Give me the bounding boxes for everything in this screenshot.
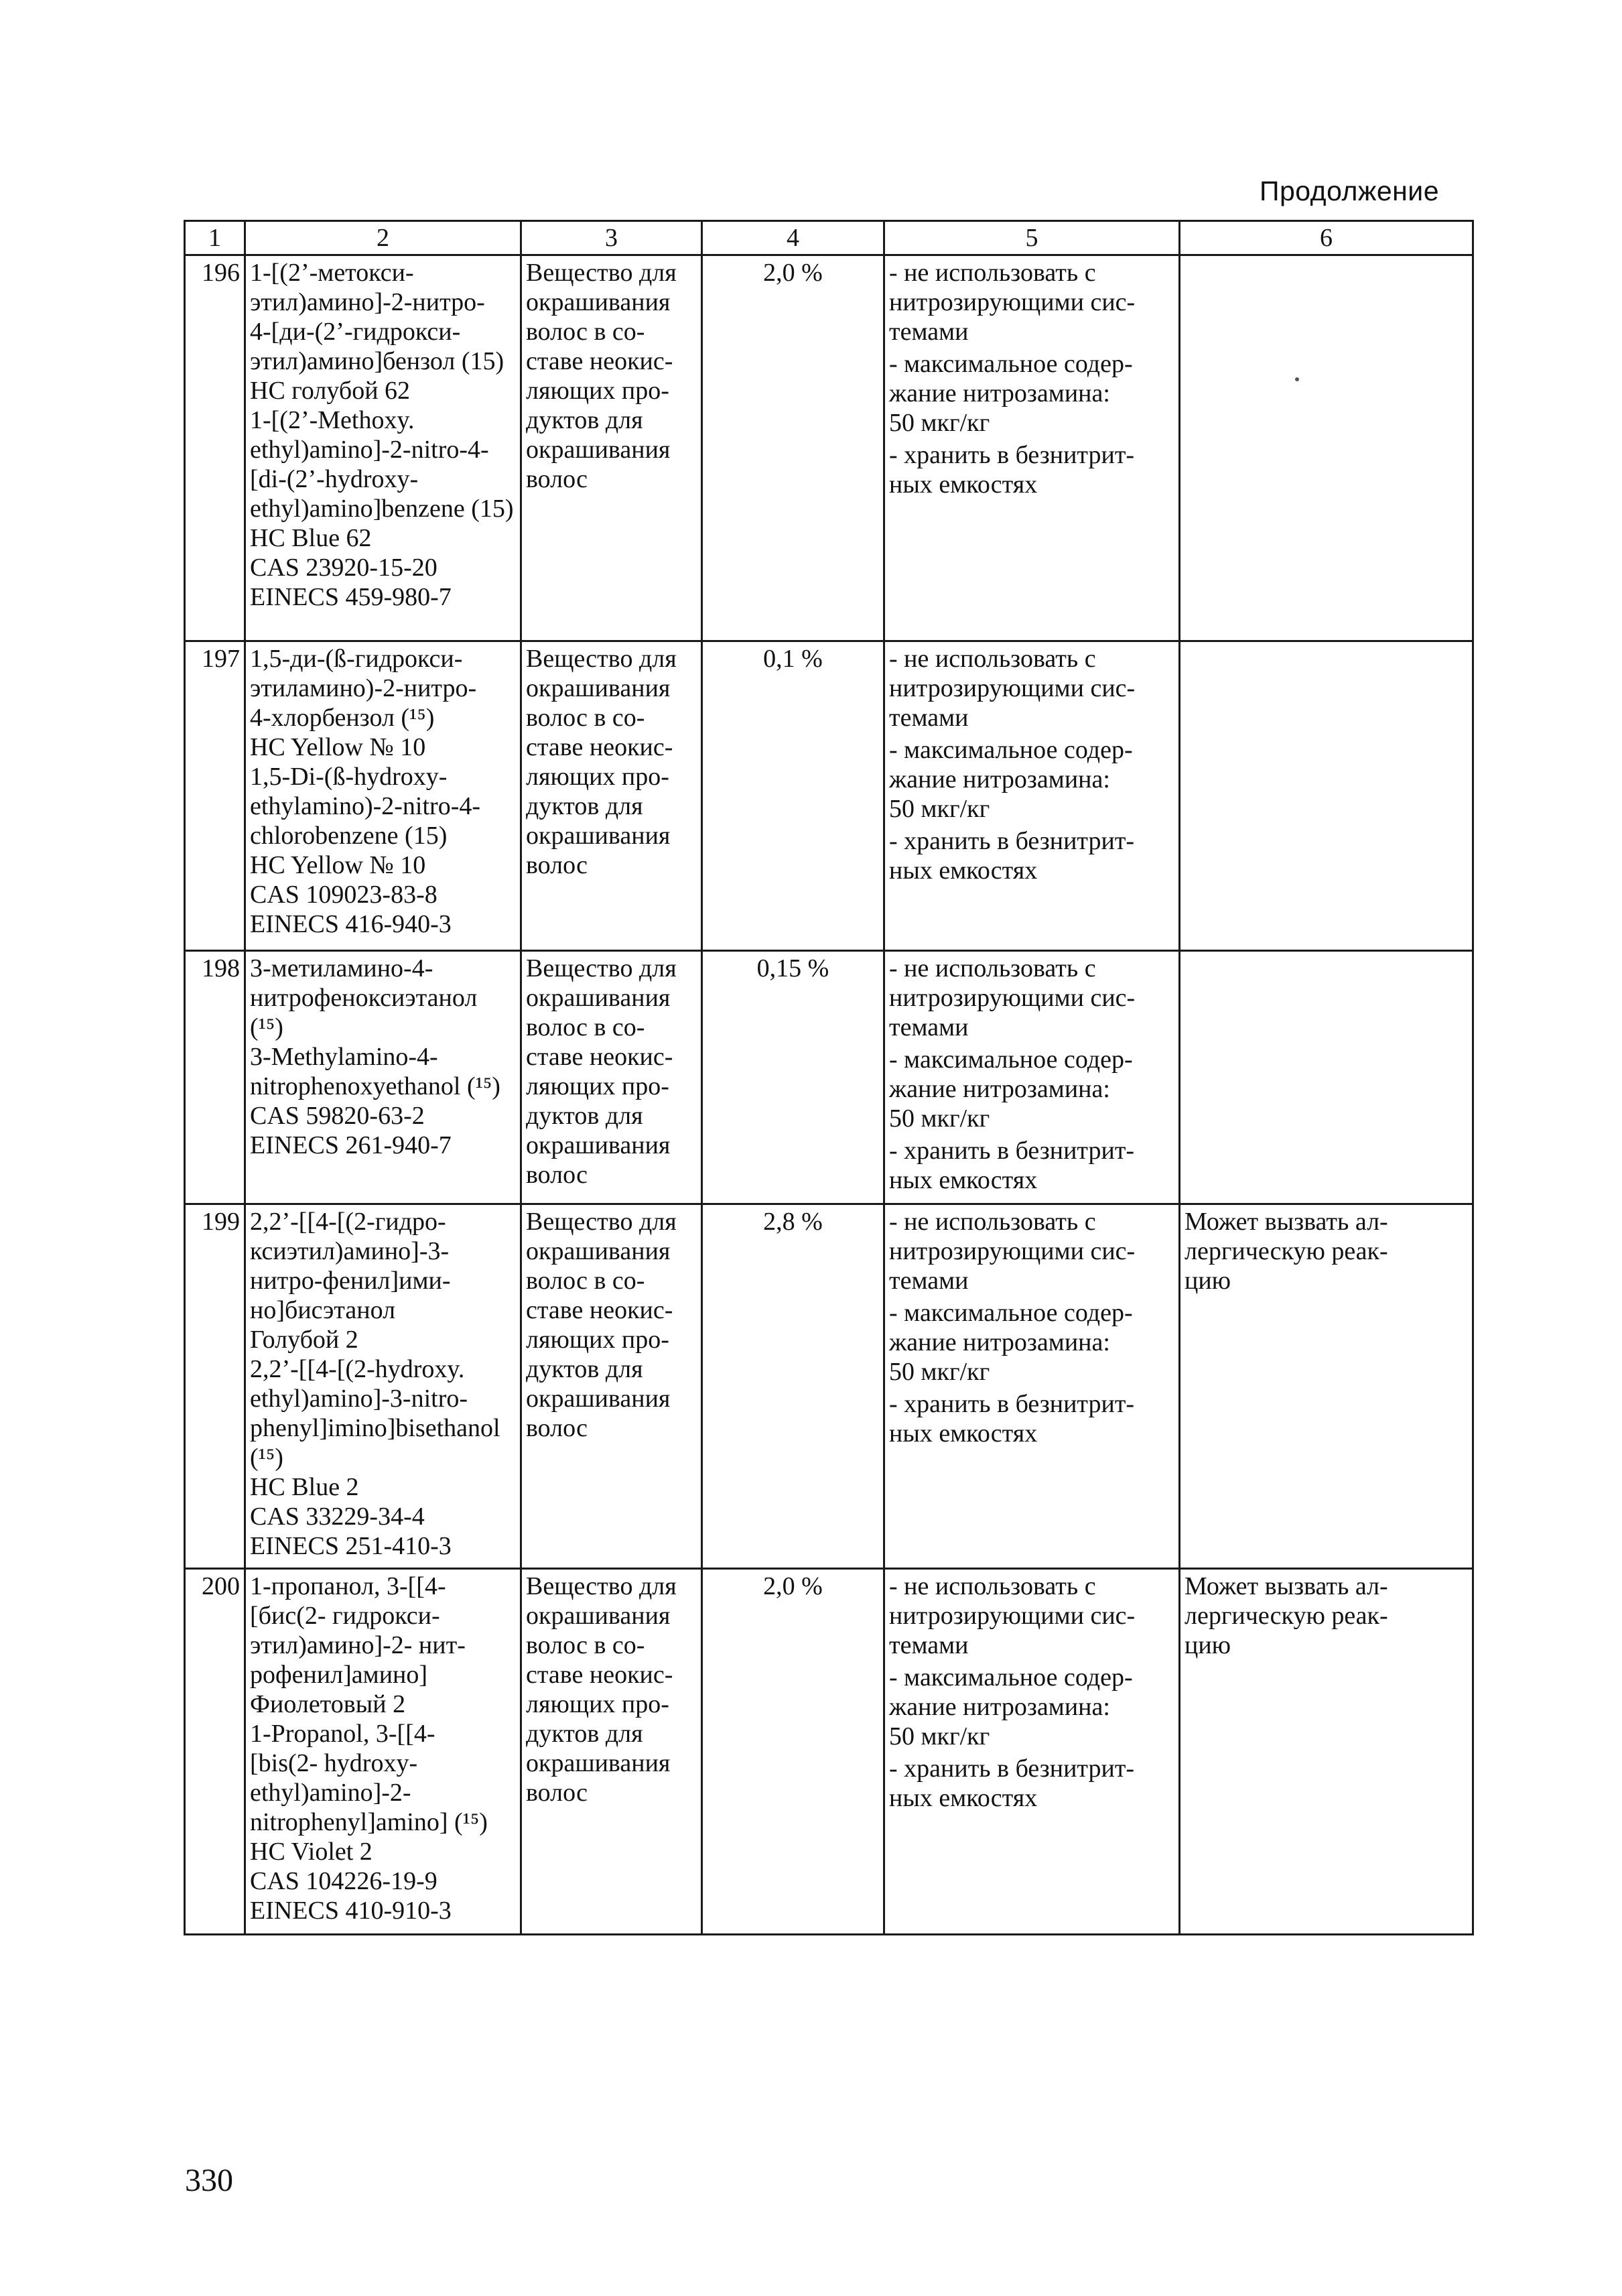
use-cell — [521, 641, 702, 951]
use-line: ляющих про- — [526, 763, 669, 791]
condition-line: - максимальное содер- — [889, 1299, 1133, 1327]
conditions-cell — [884, 1204, 1180, 1569]
substance-line: 4-[ди-(2’-гидрокси- — [250, 318, 461, 346]
substance-cell — [245, 255, 521, 641]
condition-item — [889, 1045, 1174, 1133]
max-concentration: 0,1 % — [763, 645, 823, 673]
substance-line: 1,5-ди-(ß-гидрокси- — [250, 645, 463, 673]
condition-item — [889, 644, 1174, 732]
substance-line: 1,5-Di-(ß-hydroxy- — [250, 763, 448, 791]
row-number-cell — [185, 1204, 245, 1569]
substance-line: EINECS 261-940-7 — [250, 1131, 452, 1159]
condition-line: ных емкостях — [889, 470, 1038, 499]
condition-line: жание нитрозамина: — [889, 1328, 1110, 1356]
substance-line: HC Yellow № 10 — [250, 733, 426, 761]
warning-cell — [1180, 1204, 1473, 1569]
condition-line: нитрозирующими сис- — [889, 288, 1136, 316]
use-line: ставе неокис- — [526, 1296, 673, 1324]
use-line: ляющих про- — [526, 377, 669, 405]
substance-line: ксиэтил)амино]-3- — [250, 1237, 450, 1265]
condition-item — [889, 258, 1174, 346]
max-concentration: 2,8 % — [763, 1208, 823, 1236]
max-concentration: 0,15 % — [756, 954, 829, 982]
use-line: волос — [526, 1779, 588, 1807]
use-line: волос в со- — [526, 318, 645, 346]
substance-cell — [245, 1569, 521, 1935]
substance-line: (¹⁵) — [250, 1013, 283, 1041]
condition-line: темами — [889, 1267, 969, 1295]
substance-line: ethylamino)-2-nitro-4- — [250, 792, 481, 820]
condition-line: ных емкостях — [889, 1784, 1038, 1812]
condition-item — [889, 1572, 1174, 1660]
condition-line: жание нитрозамина: — [889, 1075, 1110, 1103]
warning-cell — [1180, 1569, 1473, 1935]
use-line: окрашивания — [526, 1131, 671, 1159]
table-row — [185, 951, 1473, 1204]
substance-line: этиламино)-2-нитро- — [250, 674, 477, 702]
col-header-3: 3 — [521, 221, 702, 255]
substance-line: 2,2’-[[4-[(2-hydroxy. — [250, 1355, 465, 1383]
use-line: дуктов для — [526, 406, 643, 434]
condition-line: темами — [889, 318, 969, 346]
condition-line: - не использовать с — [889, 954, 1096, 982]
condition-line: 50 мкг/кг — [889, 795, 990, 823]
condition-line: ных емкостях — [889, 1166, 1038, 1194]
warning-line: Может вызвать ал- — [1185, 1208, 1388, 1236]
row-number-cell — [185, 1569, 245, 1935]
table-row — [185, 255, 1473, 641]
table-row — [185, 1204, 1473, 1569]
condition-line: - хранить в безнитрит- — [889, 1755, 1135, 1783]
row-number: 198 — [202, 954, 240, 982]
substance-line: Фиолетовый 2 — [250, 1690, 406, 1718]
use-line: ляющих про- — [526, 1690, 669, 1718]
substance-line: этил)амино]бензол (15) — [250, 347, 504, 375]
row-number-cell — [185, 641, 245, 951]
condition-item — [889, 954, 1174, 1042]
page-number: 330 — [185, 2163, 233, 2198]
use-line: окрашивания — [526, 1749, 671, 1777]
substance-line: 1-пропанол, 3-[[4- — [250, 1572, 446, 1600]
condition-line: нитрозирующими сис- — [889, 1602, 1136, 1630]
substance-line: 1-[(2’-Methoxy. — [250, 406, 415, 434]
table-row — [185, 641, 1473, 951]
use-line: дуктов для — [526, 1720, 643, 1748]
condition-line: нитрозирующими сис- — [889, 1237, 1136, 1265]
use-line: волос — [526, 1161, 588, 1189]
use-line: Вещество для — [526, 1208, 677, 1236]
condition-line: темами — [889, 704, 969, 732]
warning-line: лергическую реак- — [1185, 1237, 1388, 1265]
condition-line: - не использовать с — [889, 259, 1096, 287]
warning-cell — [1180, 255, 1473, 641]
concentration-cell — [702, 951, 884, 1204]
condition-line: ных емкостях — [889, 856, 1038, 885]
substance-line: рофенил]амино] — [250, 1661, 428, 1689]
substance-line: этил)амино]-2- нит- — [250, 1631, 466, 1659]
substance-cell — [245, 1204, 521, 1569]
substance-line: HC Blue 62 — [250, 524, 372, 552]
use-line: Вещество для — [526, 954, 677, 982]
row-number: 200 — [202, 1572, 240, 1600]
concentration-cell — [702, 255, 884, 641]
max-concentration: 2,0 % — [763, 1572, 823, 1600]
substance-line: EINECS 416-940-3 — [250, 910, 452, 938]
substance-line: ethyl)amino]-2-nitro-4- — [250, 436, 489, 464]
use-cell — [521, 1569, 702, 1935]
use-line: окрашивания — [526, 1602, 671, 1630]
condition-line: темами — [889, 1013, 969, 1041]
row-number-cell — [185, 951, 245, 1204]
col-header-6: 6 — [1180, 221, 1473, 255]
substance-line: ethyl)amino]benzene (15) — [250, 495, 514, 523]
condition-item — [889, 1754, 1174, 1813]
substance-line: CAS 23920-15-20 — [250, 554, 437, 582]
use-line: окрашивания — [526, 288, 671, 316]
substance-line: CAS 109023-83-8 — [250, 881, 437, 909]
use-line: волос — [526, 1414, 588, 1442]
condition-item — [889, 1136, 1174, 1195]
condition-line: - хранить в безнитрит- — [889, 827, 1135, 855]
warning-line: цию — [1185, 1267, 1231, 1295]
condition-item — [889, 440, 1174, 499]
substance-line: CAS 33229-34-4 — [250, 1503, 425, 1531]
condition-item — [889, 1207, 1174, 1295]
continued-label: Продолжение — [1260, 176, 1439, 206]
concentration-cell — [702, 1569, 884, 1935]
use-line: дуктов для — [526, 792, 643, 820]
substance-line: [bis(2- hydroxy- — [250, 1749, 418, 1777]
use-line: волос — [526, 465, 588, 493]
substance-line: 1-Propanol, 3-[[4- — [250, 1720, 435, 1748]
condition-line: темами — [889, 1631, 969, 1659]
warning-cell — [1180, 951, 1473, 1204]
warning-line: Может вызвать ал- — [1185, 1572, 1388, 1600]
condition-line: 50 мкг/кг — [889, 1104, 990, 1133]
use-cell — [521, 255, 702, 641]
substance-line: но]бисэтанол — [250, 1296, 396, 1324]
use-line: окрашивания — [526, 1237, 671, 1265]
substance-line: 3-метиламино-4- — [250, 954, 433, 982]
condition-line: - хранить в безнитрит- — [889, 1137, 1135, 1165]
condition-line: 50 мкг/кг — [889, 409, 990, 437]
condition-item — [889, 735, 1174, 824]
use-line: окрашивания — [526, 822, 671, 850]
substance-line: ethyl)amino]-2- — [250, 1779, 411, 1807]
substance-line: [бис(2- гидрокси- — [250, 1602, 440, 1630]
use-line: окрашивания — [526, 674, 671, 702]
substance-line: EINECS 410-910-3 — [250, 1897, 452, 1925]
conditions-cell — [884, 1569, 1180, 1935]
concentration-cell — [702, 1204, 884, 1569]
substance-line: chlorobenzene (15) — [250, 822, 448, 850]
use-line: Вещество для — [526, 259, 677, 287]
col-header-5: 5 — [884, 221, 1180, 255]
condition-line: - не использовать с — [889, 645, 1096, 673]
substance-line: EINECS 251-410-3 — [250, 1532, 452, 1560]
warning-line: цию — [1185, 1631, 1231, 1659]
use-line: окрашивания — [526, 984, 671, 1012]
max-concentration: 2,0 % — [763, 259, 823, 287]
substance-line: 1-[(2’-метокси- — [250, 259, 414, 287]
use-line: волос — [526, 851, 588, 879]
substance-line: (¹⁵) — [250, 1444, 283, 1472]
condition-line: 50 мкг/кг — [889, 1358, 990, 1386]
substance-line: этил)амино]-2-нитро- — [250, 288, 485, 316]
use-line: ставе неокис- — [526, 1661, 673, 1689]
use-line: окрашивания — [526, 436, 671, 464]
substance-line: CAS 104226-19-9 — [250, 1867, 437, 1895]
col-header-4: 4 — [702, 221, 884, 255]
use-line: Вещество для — [526, 1572, 677, 1600]
substance-line: [di-(2’-hydroxy- — [250, 465, 419, 493]
use-line: ляющих про- — [526, 1326, 669, 1354]
condition-line: - хранить в безнитрит- — [889, 441, 1135, 469]
condition-item — [889, 826, 1174, 885]
condition-line: 50 мкг/кг — [889, 1722, 990, 1750]
substance-line: phenyl]imino]bisethanol — [250, 1414, 500, 1442]
warning-line: лергическую реак- — [1185, 1602, 1388, 1630]
condition-line: - максимальное содер- — [889, 1663, 1133, 1692]
col-header-2: 2 — [245, 221, 521, 255]
substance-line: nitrophenyl]amino] (¹⁵) — [250, 1808, 488, 1836]
use-line: ставе неокис- — [526, 1043, 673, 1071]
row-number: 197 — [202, 645, 240, 673]
use-line: ставе неокис- — [526, 733, 673, 761]
use-line: волос в со- — [526, 1013, 645, 1041]
table-row — [185, 1569, 1473, 1935]
col-header-1: 1 — [185, 221, 245, 255]
row-number: 196 — [202, 259, 240, 287]
substance-line: HC Yellow № 10 — [250, 851, 426, 879]
substance-cell — [245, 951, 521, 1204]
condition-line: нитрозирующими сис- — [889, 674, 1136, 702]
substance-line: ethyl)amino]-3-nitro- — [250, 1385, 468, 1413]
use-line: волос в со- — [526, 704, 645, 732]
substance-line: EINECS 459-980-7 — [250, 583, 452, 611]
use-line: ставе неокис- — [526, 347, 673, 375]
condition-line: - максимальное содер- — [889, 736, 1133, 764]
use-cell — [521, 1204, 702, 1569]
stray-mark — [1295, 377, 1299, 381]
conditions-cell — [884, 641, 1180, 951]
conditions-cell — [884, 951, 1180, 1204]
use-line: окрашивания — [526, 1385, 671, 1413]
substance-line: нитрофеноксиэтанол — [250, 984, 478, 1012]
row-number: 199 — [202, 1208, 240, 1236]
condition-item — [889, 1663, 1174, 1751]
condition-item — [889, 1298, 1174, 1387]
substance-line: nitrophenoxyethanol (¹⁵) — [250, 1072, 500, 1100]
substance-line: 4-хлорбензол (¹⁵) — [250, 704, 435, 732]
condition-line: - максимальное содер- — [889, 1045, 1133, 1074]
substance-line: HC Blue 2 — [250, 1473, 359, 1501]
condition-line: - хранить в безнитрит- — [889, 1390, 1135, 1418]
condition-line: - не использовать с — [889, 1208, 1096, 1236]
header-row — [185, 221, 1473, 255]
condition-line: жание нитрозамина: — [889, 765, 1110, 793]
use-line: волос в со- — [526, 1267, 645, 1295]
condition-line: жание нитрозамина: — [889, 379, 1110, 407]
condition-line: нитрозирующими сис- — [889, 984, 1136, 1012]
condition-line: ных емкостях — [889, 1419, 1038, 1448]
substance-line: 2,2’-[[4-[(2-гидро- — [250, 1208, 446, 1236]
condition-line: - не использовать с — [889, 1572, 1096, 1600]
substance-line: нитро-фенил]ими- — [250, 1267, 451, 1295]
condition-line: - максимальное содер- — [889, 350, 1133, 378]
use-line: волос в со- — [526, 1631, 645, 1659]
condition-item — [889, 349, 1174, 438]
concentration-cell — [702, 641, 884, 951]
substance-line: Голубой 2 — [250, 1326, 358, 1354]
ingredients-table — [184, 220, 1474, 1935]
use-line: ляющих про- — [526, 1072, 669, 1100]
substance-cell — [245, 641, 521, 951]
substance-line: CAS 59820-63-2 — [250, 1102, 425, 1130]
substance-line: HC голубой 62 — [250, 377, 411, 405]
use-line: Вещество для — [526, 645, 677, 673]
substance-line: HC Violet 2 — [250, 1838, 373, 1866]
use-line: дуктов для — [526, 1102, 643, 1130]
substance-line: 3-Methylamino-4- — [250, 1043, 438, 1071]
condition-line: жание нитрозамина: — [889, 1693, 1110, 1721]
condition-item — [889, 1389, 1174, 1448]
row-number-cell — [185, 255, 245, 641]
use-cell — [521, 951, 702, 1204]
conditions-cell — [884, 255, 1180, 641]
use-line: дуктов для — [526, 1355, 643, 1383]
warning-cell — [1180, 641, 1473, 951]
